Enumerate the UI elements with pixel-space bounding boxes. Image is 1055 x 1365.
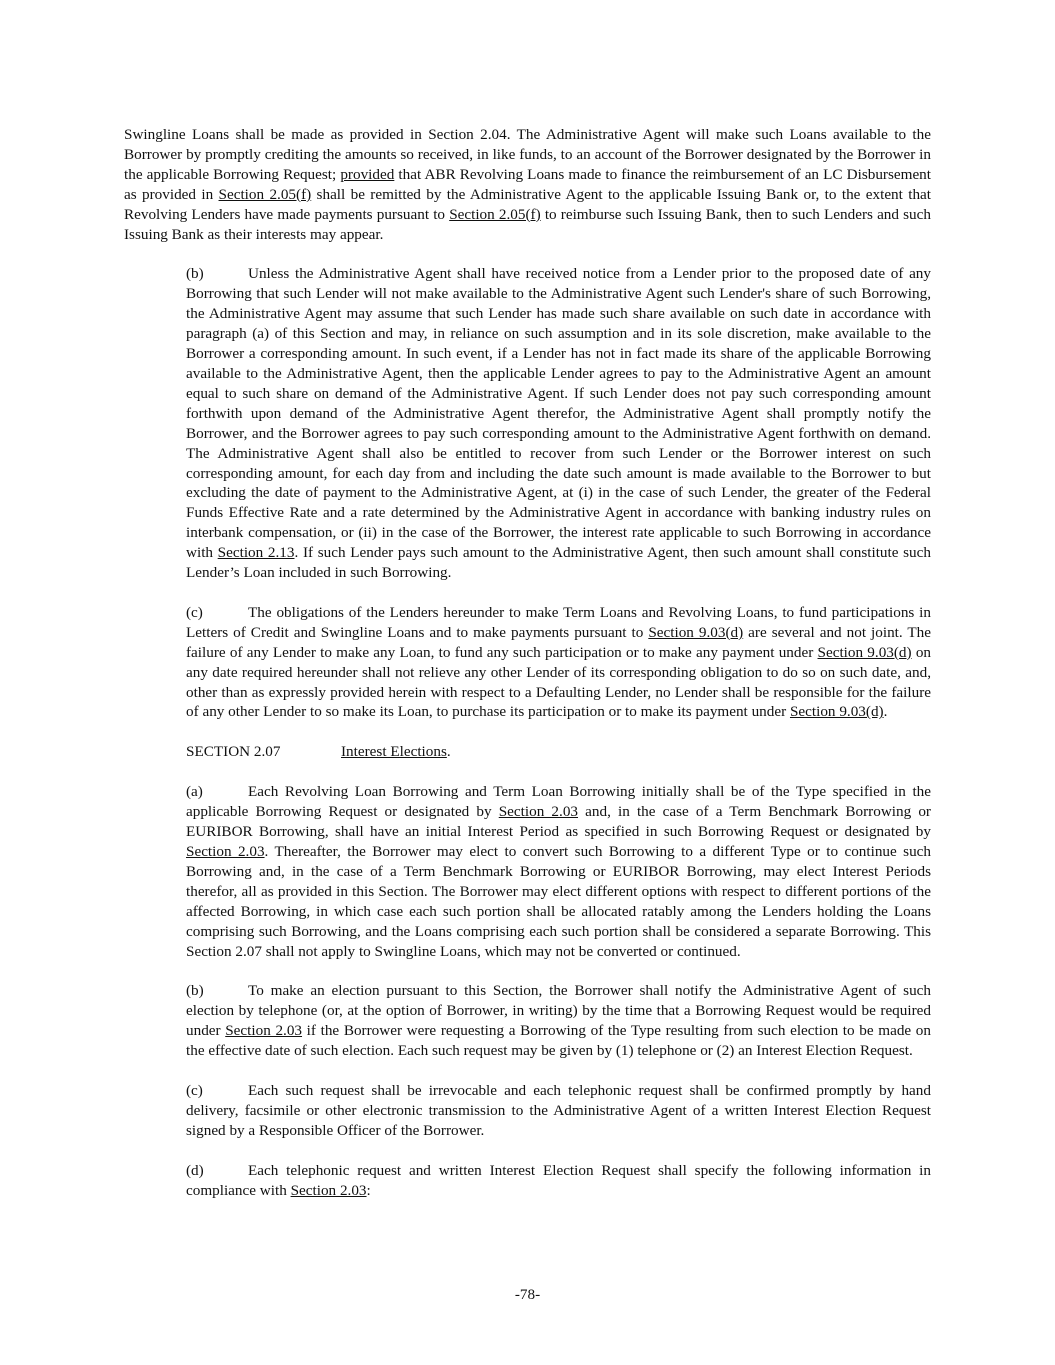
section-reference: Section 2.03 (225, 1022, 303, 1040)
paragraph-label: (c) (186, 1082, 203, 1100)
section-title: Interest Elections (341, 743, 447, 761)
paragraph-c-irrevocable: (c) Each such request shall be irrevocable and each telephonic request shall be confirmed promptly by hand delivery, facsimile or other electronic transmission to the Administrative Agent of a written Interest Election Request signed by a Responsible Officer of the Borrower. (186, 1082, 931, 1139)
paragraph-label: (d) (186, 1161, 204, 1179)
paragraph-b-lender-share: (b) Unless the Administrative Agent shall have received notice from a Lender prior to the proposed date of any Borrowing that such Lender will not make available to the Administrative Agent such Lender's share of such Borrowing, the Administrative Agent may assume that such Lender has made such share available on such date in accordance with paragraph (a) of this Section and may, in reliance on such assumption and in its sole discretion, make available to the Borrower a corresponding amount. In such event, if a Lender has not in fact made its share of the applicable Borrowing available to the Administrative Agent, then the applicable Lender agrees to pay to the Administrative Agent an amount equal to such share on demand of the Administrative Agent. If such Lender does not pay such corresponding amount forthwith upon demand of the Administrative Agent therefor, the Administrative Agent shall promptly notify the Borrower, and the Borrower agrees to pay such corresponding amount to the Administrative Agent forthwith on demand. The Administrative Agent shall also be entitled to recover from such Lender or the Borrower interest on such corresponding amount, for each day from and including the date such amount is made available to the Borrower to but excluding the date of payment to the Administrative Agent, at (i) in the case of such Lender, the greater of the Federal Funds Effective Rate and a rate determined by the Administrative Agent in accordance with banking industry rules on interbank compensation, or (ii) in the case of the Borrower, the interest rate applicable to such Borrowing in accordance with Section 2.13. If such Lender pays such amount to the Administrative Agent, then such amount shall constitute such Lender’s Loan included in such Borrowing. (186, 265, 931, 582)
section-reference: Section 2.05(f) (218, 185, 312, 203)
section-reference: Section 9.03(d) (648, 623, 744, 641)
section-heading: SECTION 2.07 Interest Elections. (186, 743, 451, 761)
paragraph-b-election-notice: (b) To make an election pursuant to this Section, the Borrower shall notify the Administrative Agent of such election by telephone (or, at the option of Borrower, in writing) by the time that a Borrowing Request would be required under Section 2.03 if the Borrower were requesting a Borrowing of the Type resulting from such election to be made on the effective date of such election. Each such request may be given by (1) telephone or (2) an Interest Election Request. (186, 982, 931, 1060)
document-body (124, 125, 931, 1221)
provided-term: provided (340, 165, 395, 183)
section-reference: Section 2.03 (186, 843, 265, 860)
paragraph-c-obligations: (c) The obligations of the Lenders hereunder to make Term Loans and Revolving Loans, to fund participations in Letters of Credit and Swingline Loans and to make payments pursuant to Section 9.03(d) are several and not joint. The failure of any Lender to make any Loan, to fund any such participation or to make any payment under Section 9.03(d) on any date required hereunder shall not relieve any other Lender of its corresponding obligation to do so on such date, and, other than as expressly provided herein with respect to a Defaulting Lender, no Lender shall be responsible for the failure of any other Lender to so make its Loan, to purchase its participation or to make its payment under Section 9.03(d). (186, 603, 932, 721)
paragraph-label: (b) (186, 982, 204, 1000)
paragraph-label: (c) (186, 603, 203, 621)
section-reference: Section 2.03 (498, 803, 579, 821)
section-reference: Section 9.03(d) (817, 643, 912, 661)
section-number: SECTION 2.07 (186, 743, 281, 761)
paragraph-label: (a) (186, 783, 203, 801)
section-reference: Section 9.03(d) (789, 703, 884, 721)
paragraph-a-borrowing-type: (a) Each Revolving Loan Borrowing and Term Loan Borrowing initially shall be of the Type specified in the applicable Borrowing Request or designated by Section 2.03 and, in the case of a Term Benchmark Borrowing or EURIBOR Borrowing, shall have an initial Interest Period as specified in such Borrowing Request or designated by Section 2.03. Thereafter, the Borrower may elect to convert such Borrowing to a different Type or to continue such Borrowing and, in the case of a Term Benchmark Borrowing or EURIBOR Borrowing, may elect Interest Periods therefor, all as provided in this Section. The Borrower may elect different options with respect to different portions of the affected Borrowing, in which case each such portion shall be allocated ratably among the Lenders holding the Loans comprising such Borrowing, and the Loans comprising each such portion shall be considered a separate Borrowing. This Section 2.07 shall not apply to Swingline Loans, which may not be converted or continued. (186, 783, 931, 960)
section-reference: Section 2.03 (290, 1181, 367, 1199)
paragraph-swingline-loans: Swingline Loans shall be made as provided in Section 2.04. The Administrative Agent will make such Loans available to the Borrower by promptly crediting the amounts so received, in like funds, to an account of the Borrower designated by the Borrower in the applicable Borrowing Request; provided that ABR Revolving Loans made to finance the reimbursement of an LC Disbursement as provided in Section 2.05(f) shall be remitted by the Administrative Agent to the applicable Issuing Bank or, to the extent that Revolving Lenders have made payments pursuant to Section 2.05(f) to reimburse such Issuing Bank, then to such Lenders and such Issuing Bank as their interests may appear. (124, 126, 932, 243)
page-number: -78- (514, 1286, 541, 1303)
section-reference: Section 2.13 (217, 544, 295, 562)
paragraph-label: (b) (186, 265, 204, 283)
paragraph-d-request-info: (d) Each telephonic request and written Interest Election Request shall specify the following information in compliance with Section 2.03: (186, 1161, 931, 1199)
section-reference: Section 2.05(f) (449, 205, 541, 223)
